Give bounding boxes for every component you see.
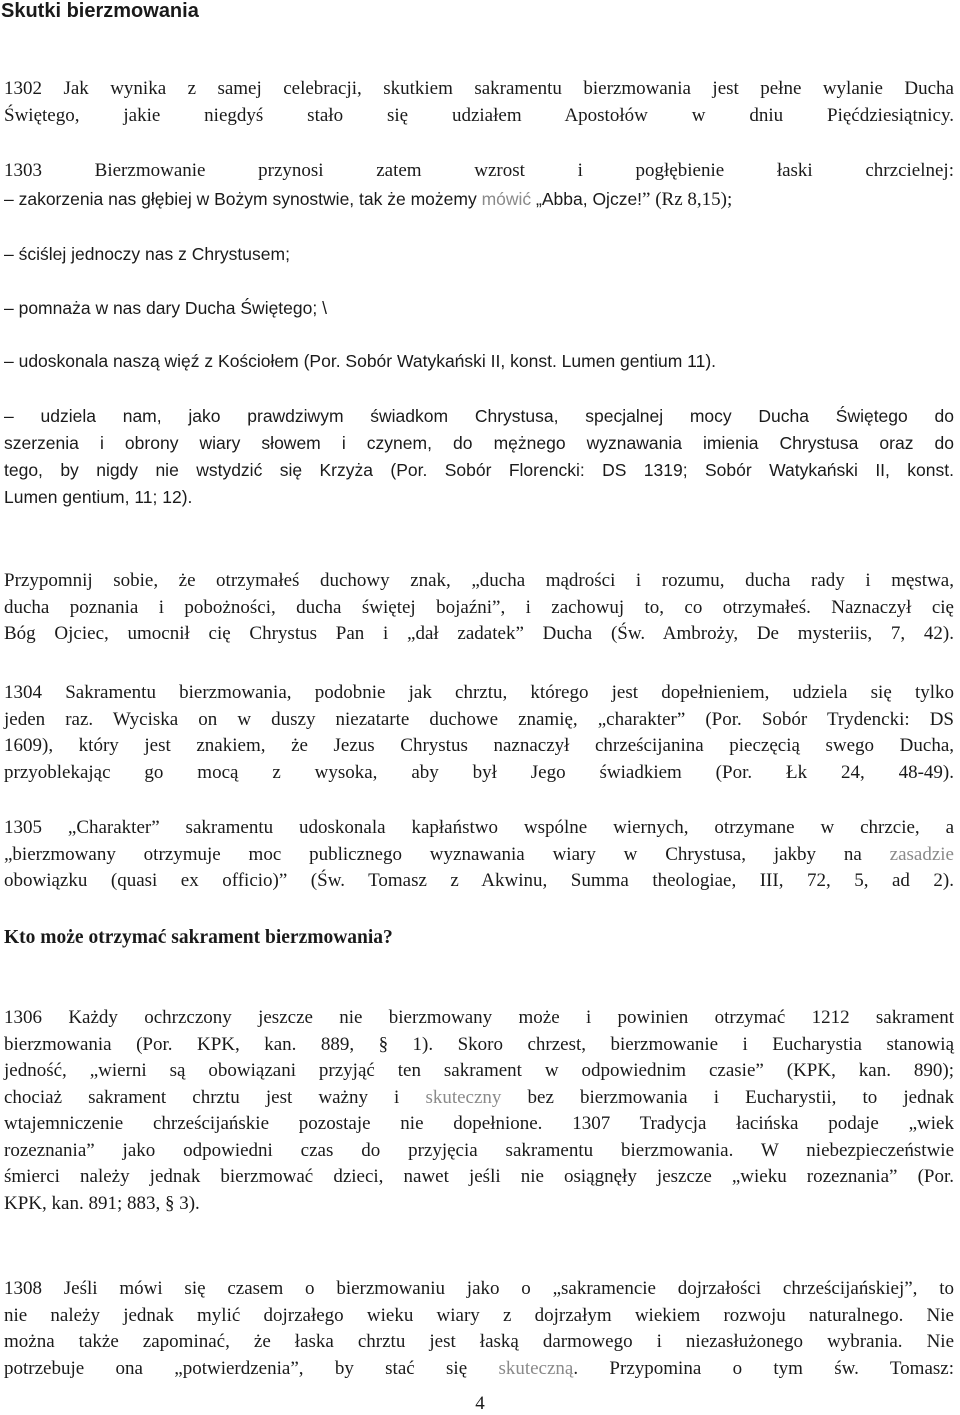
text-line: obowiązku (quasi ex officio)” (Św. Tomasz z Akwinu, Summa theologiae, III, 72, 5, ad 2). — [4, 870, 954, 891]
text-line: 1302 Jak wynika z samej celebracji, skutkiem sakramentu bierzmowania jest pełne wylanie Ducha — [4, 78, 954, 99]
text-line: ducha poznania i pobożności, ducha świętej bojaźni”, i zachowuj to, co otrzymałeś. Naznaczył cię — [4, 596, 954, 618]
link-skuteczna[interactable]: skuteczną — [498, 1357, 574, 1379]
text-span: Sobór Florencki: DS 1319; Sobór Watykański II, konst. — [427, 460, 955, 480]
text-line: 1609), który jest znakiem, że Jezus Chrystus naznaczył chrześcijanina pieczęcią swego Ducha, — [4, 735, 954, 756]
text-span: bez bierzmowania i Eucharystii, to jednak — [501, 1086, 955, 1108]
text-line: śmierci należy jednak bierzmować dzieci, nawet jeśli nie osiągnęły jeszcze „wieku rozeznania” (Por. — [4, 1166, 954, 1187]
text-span: . Przypomina o tym św. Tomasz: — [573, 1357, 954, 1379]
paragraph-1305 — [4, 815, 954, 895]
text-line: Lumen gentium, 11; 12). — [4, 487, 193, 507]
citation: ” (Rz 8,15); — [642, 189, 733, 210]
section-heading: Kto może otrzymać sakrament bierzmowania? — [4, 927, 393, 948]
link-mowic[interactable]: mówić — [481, 189, 532, 209]
paragraph-1306 — [4, 1005, 954, 1217]
page-number: 4 — [475, 1393, 485, 1414]
paragraph-1308 — [4, 1276, 954, 1382]
text-line: jedność, „wierni są obowiązani przyjąć ten sakrament w odpowiednim czasie” (KPK, kan. 890); — [4, 1060, 954, 1081]
text-line: można także zapominać, że łaska chrztu jest łaską darmowego i niezasłużonego wybrania. Nie — [4, 1331, 954, 1352]
list-item-1303-5 — [4, 403, 954, 511]
link-zasadzie[interactable]: zasadzie — [889, 843, 954, 865]
text-line: 1305 „Charakter” sakramentu udoskonala kapłaństwo wspólne wiernych, otrzymane w chrzcie, a — [4, 817, 954, 838]
list-item-1303-3 — [4, 295, 954, 322]
text-line: jeden raz. Wyciska on w duszy niezatarte duchowe znamię, „charakter” (Por. Sobór Trydencki: DS — [4, 708, 954, 730]
text-span: – udoskonala naszą więź z Kościołem (Por. — [4, 351, 341, 371]
list-item-1303-1 — [4, 186, 954, 213]
text-line: – pomnaża w nas dary Ducha Świętego; \ — [4, 298, 327, 318]
text-line: Bóg Ojciec, umocnił cię Chrystus Pan i „dał zadatek” Ducha (Św. Ambroży, De mysteriis, 7, 42). — [4, 623, 954, 644]
paragraph-1302 — [4, 76, 954, 129]
text-line: 1308 Jeśli mówi się czasem o bierzmowaniu jako o „sakramencie dojrzałości chrześcijańskiej”, to — [4, 1278, 954, 1299]
text-line: nie należy jednak mylić dojrzałego wieku wiary z dojrzałym wiekiem rozwoju naturalnego. Nie — [4, 1304, 954, 1326]
text-line: Świętego, jakie niegdyś stało się udziałem Apostołów w dniu Pięćdziesiątnicy. — [4, 104, 954, 126]
text-span: Sobór Watykański II, konst. Lumen gentium 11). — [340, 351, 717, 371]
text-line: KPK, kan. 891; 883, § 3). — [4, 1192, 200, 1214]
text-line: 1303 Bierzmowanie przynosi zatem wzrost i pogłębienie łaski chrzcielnej: — [4, 160, 954, 181]
list-item-1303-4 — [4, 348, 954, 375]
text-line: 1306 Każdy ochrzczony jeszcze nie bierzmowany może i powinien otrzymać 1212 sakrament — [4, 1007, 954, 1028]
text-line: rozeznania” jako odpowiedni czas do przyjęcia sakramentu bierzmowania. W niebezpieczeństwie — [4, 1139, 954, 1161]
text-line: – ściślej jednoczy nas z Chrystusem; — [4, 244, 290, 264]
text-line: wtajemniczenie chrześcijańskie pozostaje nie dopełnione. 1307 Tradycja łacińska podaje „wiek — [4, 1113, 954, 1134]
text-span: „Abba, Ojcze! — [531, 189, 643, 209]
text-line: przyoblekając go mocą z wysoka, aby był Jego świadkiem (Por. Łk 24, 48-49). — [4, 761, 954, 783]
text-line: szerzenia i obrony wiary słowem i czynem, do mężnego wyznawania imienia Chrystusa oraz do — [4, 433, 954, 453]
paragraph-1303 — [4, 158, 954, 185]
paragraph-1304 — [4, 680, 954, 786]
text-line: Przypomnij sobie, że otrzymałeś duchowy znak, „ducha mądrości i rozumu, ducha rady i męstwa, — [4, 570, 954, 591]
text-span: – zakorzenia nas głębiej w Bożym synostwie, tak że możemy — [4, 189, 482, 209]
list-item-1303-2 — [4, 241, 954, 268]
text-line: bierzmowania (Por. KPK, kan. 889, § 1). Skoro chrzest, bierzmowanie i Eucharystia stanowią — [4, 1033, 954, 1055]
text-span: „bierzmowany otrzymuje moc publicznego wyznawania wiary w Chrystusa, jakby na — [4, 843, 890, 865]
page-title: Skutki bierzmowania — [1, 0, 199, 22]
link-skuteczny[interactable]: skuteczny — [425, 1086, 502, 1108]
text-line: – udziela nam, jako prawdziwym świadkom Chrystusa, specjalnej mocy Ducha Świętego do — [4, 406, 954, 426]
text-span: tego, by nigdy nie wstydzić się Krzyża (Por. — [4, 460, 428, 480]
text-line: 1304 Sakramentu bierzmowania, podobnie jak chrztu, którego jest dopełnieniem, udziela się tylko — [4, 682, 954, 703]
text-span: potrzebuje ona „potwierdzenia”, by stać się — [4, 1357, 499, 1379]
text-span: chociaż sakrament chrztu jest ważny i — [4, 1086, 426, 1108]
quote-ambrose — [4, 568, 954, 648]
